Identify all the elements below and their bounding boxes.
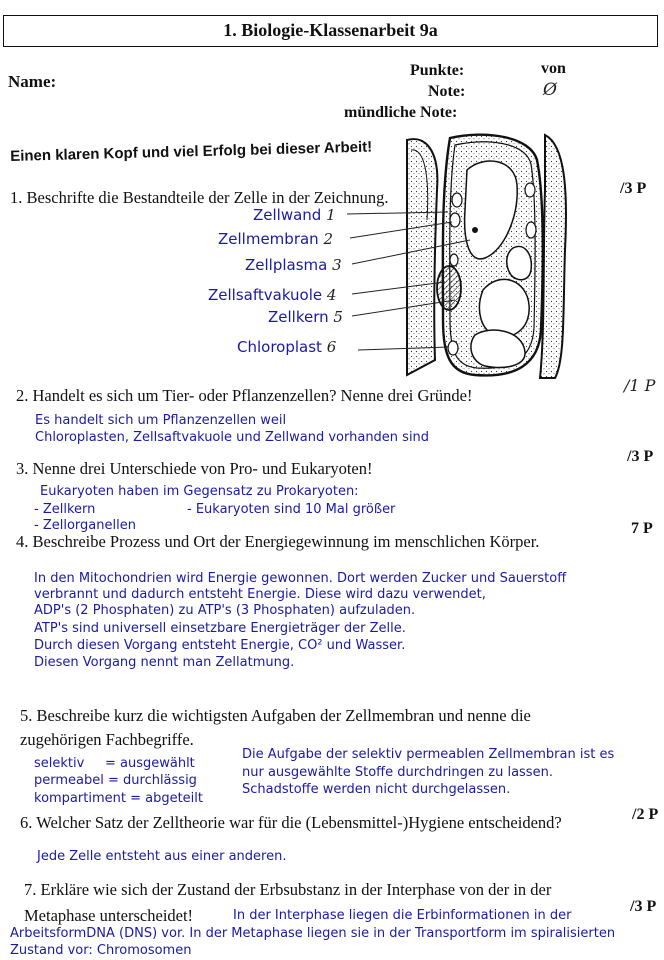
label-zellkern: Zellkern 5 [268,308,343,326]
q3-points: /3 P [627,448,654,465]
q5-question-line2: zugehörigen Fachbegriffe. [20,730,194,749]
q4-answer-line: In den Mitochondrien wird Energie gewonnen. Dort werden Zucker und Sauerstoff [34,571,567,586]
q2-question: 2. Handelt es sich um Tier- oder Pflanzenzellen? Nenne drei Gründe! [16,386,473,405]
q7-answer-line: In der Interphase liegen die Erbinformationen in der [233,908,572,923]
q5-term: kompartiment = abgeteilt [34,791,203,806]
q3-answer-item: - Eukaryoten sind 10 Mal größer [187,502,396,517]
punkte-label: Punkte: [410,62,465,79]
note-label: Note: [428,83,466,100]
q7-answer-line: Zustand vor: Chromosomen [10,943,192,958]
label-zellplasma: Zellplasma 3 [245,256,342,274]
q4-points: 7 P [631,520,653,537]
q1-points: /3 P [620,180,647,197]
q4-answer-line: ADP's (2 Phosphaten) zu ATP's (3 Phosphaten) aufzuladen. [34,603,416,618]
note-value: Ø [543,80,557,100]
von-label: von [541,60,566,77]
q4-answer-line: verbrannt und dadurch entsteht Energie. Diese wird dazu verwendet, [34,587,486,602]
q5-term: permeabel = durchlässig [34,773,197,788]
q7-points: /3 P [630,898,657,915]
q5-term: selektiv = ausgewählt [34,756,195,771]
q6-answer: Jede Zelle entsteht aus einer anderen. [37,849,287,864]
q3-answer-item: - Zellorganellen [34,518,136,533]
page-title: 1. Biologie-Klassenarbeit 9a [223,20,438,40]
q3-answer-intro: Eukaryoten haben im Gegensatz zu Prokaryoten: [40,484,359,499]
q5-answer-line: Schadstoffe werden nicht durchgelassen. [242,782,511,797]
name-label: Name: [8,72,57,91]
q4-answer-line: Diesen Vorgang nennt man Zellatmung. [34,655,295,670]
label-zellsaftvakuole: Zellsaftvakuole 4 [208,286,337,304]
label-zellmembran: Zellmembran 2 [218,230,334,248]
q7-question-line1: 7. Erkläre wie sich der Zustand der Erbsubstanz in der Interphase von der in der [24,880,552,899]
q5-answer-line: nur ausgewählte Stoffe durchdringen zu lassen. [242,765,553,780]
motto: Einen klaren Kopf und viel Erfolg bei dieser Arbeit! [10,138,373,165]
q4-answer-line: Durch diesen Vorgang entsteht Energie, CO² und Wasser. [34,638,406,653]
q7-answer-line: ArbeitsformDNA (DNS) vor. In der Metaphase liegen sie in der Transportform im spiralisierten [10,926,616,941]
q2-answer-line: Es handelt sich um Pflanzenzellen weil [35,413,287,428]
muendliche-note-label: mündliche Note: [344,104,458,121]
q2-answer-line: Chloroplasten, Zellsaftvakuole und Zellwand vorhanden sind [35,430,430,445]
q6-question: 6. Welcher Satz der Zelltheorie war für die (Lebensmittel-)Hygiene entscheidend? [20,813,562,832]
q2-points: /1 P [624,376,656,395]
label-chloroplast: Chloroplast 6 [237,338,337,356]
q3-question: 3. Nenne drei Unterschiede von Pro- und Eukaryoten! [16,459,373,478]
q7-question-line2: Metaphase unterscheidet! [24,906,194,925]
q4-answer-line: ATP's sind universell einsetzbare Energieträger der Zelle. [34,621,406,636]
q3-answer-item: - Zellkern [34,502,96,517]
q5-answer-line: Die Aufgabe der selektiv permeablen Zellmembran ist es [242,747,615,762]
label-zellwand: Zellwand 1 [253,206,336,224]
q1-question: 1. Beschrifte die Bestandteile der Zelle in der Zeichnung. [10,188,389,207]
q6-points: /2 P [632,806,659,823]
q5-question-line1: 5. Beschreibe kurz die wichtigsten Aufgaben der Zellmembran und nenne die [20,706,531,725]
q4-question: 4. Beschreibe Prozess und Ort der Energiegewinnung im menschlichen Körper. [16,532,540,551]
